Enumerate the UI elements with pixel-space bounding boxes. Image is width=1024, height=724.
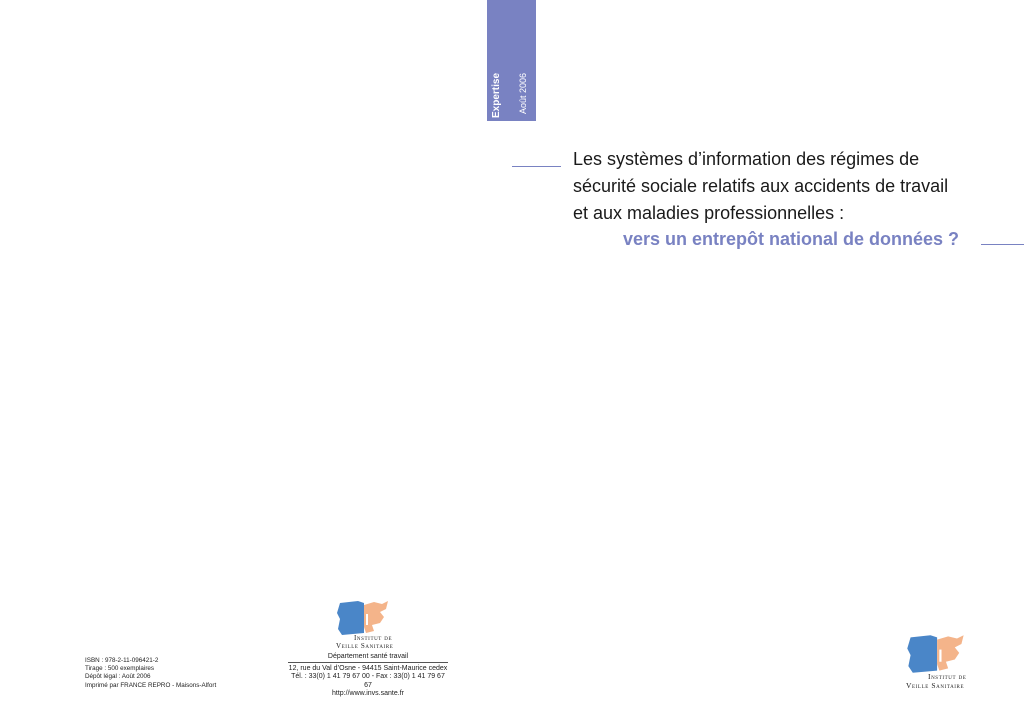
url-link[interactable]: http://www.invs.sante.fr bbox=[332, 690, 404, 698]
title-line-2: sécurité sociale relatifs aux accidents de travail bbox=[573, 176, 949, 196]
logo-right-line-1: Institut de bbox=[928, 672, 967, 681]
series-label: Expertise bbox=[491, 72, 502, 118]
date-label: Août 2006 bbox=[518, 72, 528, 114]
logo-name-center bbox=[336, 634, 393, 650]
logo-right-line-2: Veille Sanitaire bbox=[906, 681, 965, 690]
contact-divider bbox=[288, 662, 448, 663]
contact-block bbox=[288, 665, 448, 699]
title-rule-right bbox=[981, 244, 1024, 245]
print-info bbox=[85, 657, 216, 690]
depot-text: Dépôt légal : Août 2006 bbox=[85, 673, 151, 681]
phone-text: Tél. : 33(0) 1 41 79 67 00 - Fax : 33(0) 1 41 79 67 67 bbox=[291, 673, 445, 689]
invs-logo-right bbox=[906, 633, 966, 675]
title-line-1: Les systèmes d’information des régimes de bbox=[573, 149, 920, 169]
isbn-text: ISBN : 978-2-11-096421-2 bbox=[85, 657, 159, 664]
title-subtitle: vers un entrepôt national de données ? bbox=[623, 229, 960, 249]
title-line-3: et aux maladies professionnelles : bbox=[573, 203, 845, 223]
logo-line-1: Institut de bbox=[354, 634, 393, 642]
logo-line-2: Veille Sanitaire bbox=[336, 642, 394, 650]
title-rule-left bbox=[512, 166, 561, 167]
tirage-text: Tirage : 500 exemplaires bbox=[85, 665, 155, 673]
address-text: 12, rue du Val d’Osne - 94415 Saint-Maurice cedex bbox=[288, 665, 448, 672]
invs-logo bbox=[336, 599, 390, 637]
imprime-text: Imprimé par FRANCE REPRO - Maisons-Alfort bbox=[85, 681, 217, 689]
department-label: Département santé travail bbox=[327, 653, 409, 660]
logo-name-right bbox=[906, 672, 966, 690]
